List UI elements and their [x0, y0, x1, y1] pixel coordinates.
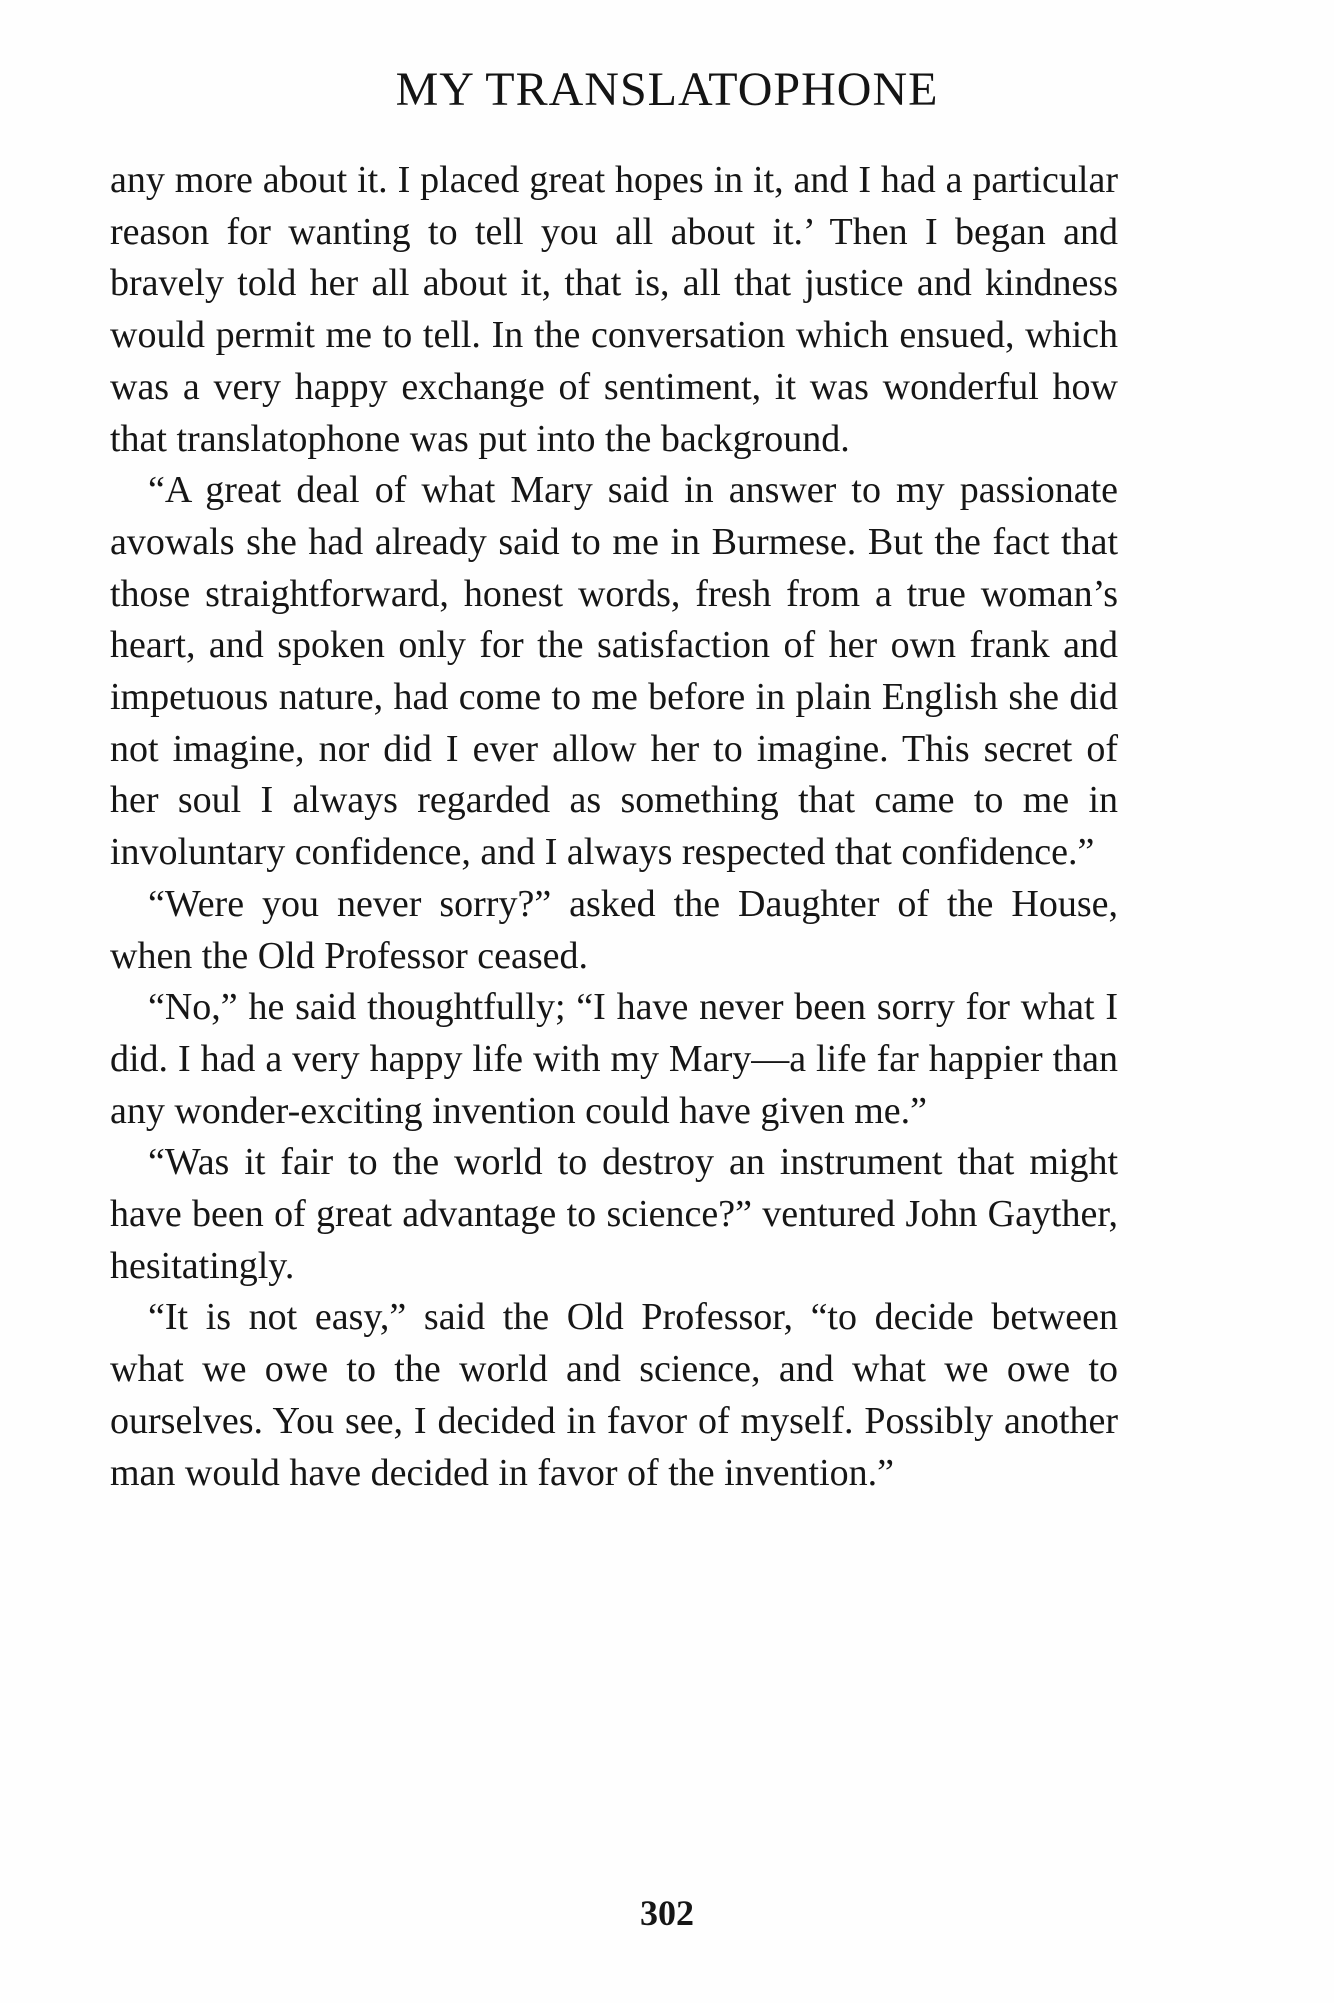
paragraph: “Were you never sorry?” asked the Daughter of the House, when the Old Professor ceased.: [110, 882, 1118, 977]
paragraph: “No,” he said thoughtfully; “I have never been sorry for what I did. I had a very happy life with my Mary—a life far happier than any wonder-exciting invention could have given me.”: [110, 986, 1118, 1132]
paragraph: “A great deal of what Mary said in answer to my passionate avowals she had already said to me in Burmese. But the fact that those straightforward, honest words, fresh from a true woman’s heart, and spoken only for the satisfaction of her own frank and impetuous nature, had come to me before in plain English she did not imagine, nor did I ever allow her to imagine. This secret of her soul I always regarded as something that came to me in involuntary confidence, and I always respected that confidence.”: [110, 469, 1118, 874]
running-head: MY TRANSLATOPHONE: [395, 63, 939, 116]
paragraph: “It is not easy,” said the Old Professor, “to decide between what we owe to the world and science, and what we owe to ourselves. You see, I decided in favor of myself. Possibly another man would have decided in favor of the invention.”: [110, 1296, 1118, 1494]
page-number: 302: [640, 1893, 694, 1933]
body-text: [110, 155, 1118, 1499]
paragraph: “Was it fair to the world to destroy an instrument that might have been of great advantage to science?” ventured John Gayther, hesitatingly.: [110, 1141, 1118, 1287]
paragraph-continued: any more about it. I placed great hopes in it, and I had a particular reason for wanting to tell you all about it.’ Then I began and bravely told her all about it, that is, all that justice and kindness would permit me to tell. In the conversation which ensued, which was a very happy exchange of sentiment, it was wonderful how that translatophone was put into the background.: [110, 159, 1118, 460]
